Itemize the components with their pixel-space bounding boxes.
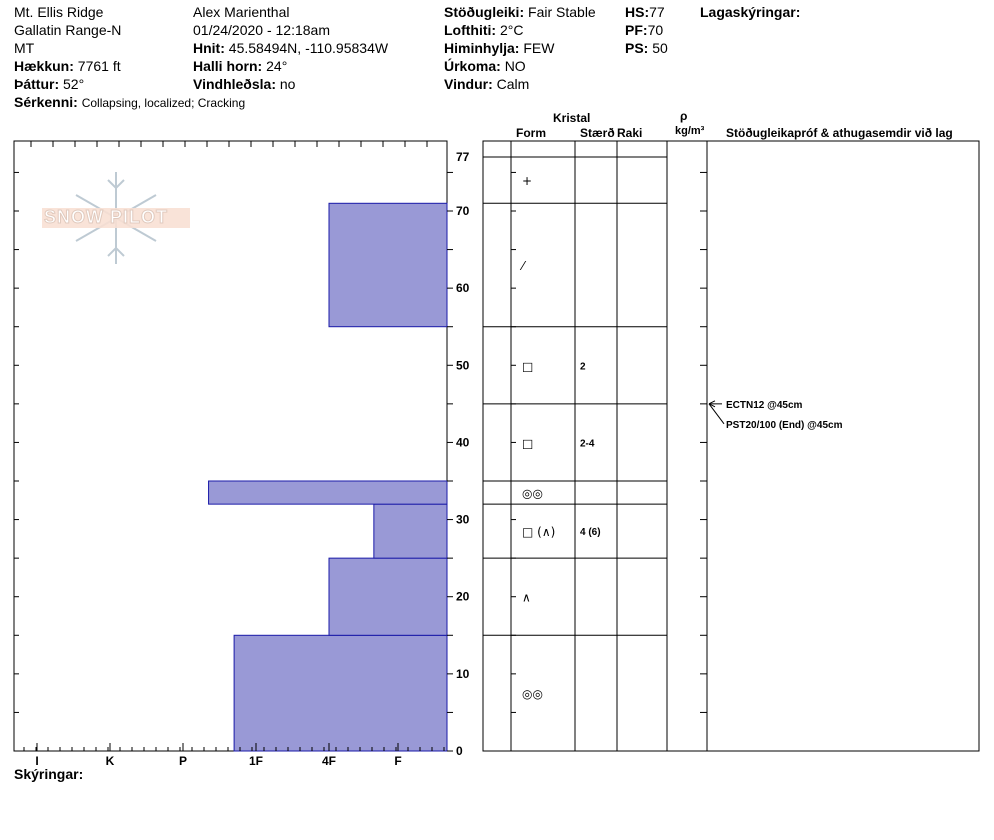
wind-label: Vindur: [444, 76, 493, 92]
y-tick-label: 20 [456, 589, 470, 604]
wind-value: Calm [496, 76, 530, 92]
aspect-value: 52° [63, 76, 85, 92]
ps-value: 50 [652, 40, 668, 56]
grain-form-symbol: ◎◎ [522, 687, 543, 702]
slope-label: Halli horn: [193, 58, 263, 74]
range-name: Gallatin Range-N [14, 22, 122, 38]
hardness-bar [329, 558, 447, 635]
stability-value: Fair Stable [528, 4, 596, 20]
air-temp-value: 2°C [499, 22, 524, 38]
grain-form-symbol: ∧ [522, 590, 531, 605]
grain-form-symbol: □ (∧) [522, 525, 556, 540]
y-tick-label: 40 [456, 435, 470, 450]
x-tick-label: 1F [248, 754, 264, 768]
state-name: MT [14, 40, 35, 56]
hardness-bar [209, 481, 447, 504]
grain-form-symbol: ◎◎ [522, 486, 543, 501]
grain-size-value: 2 [580, 361, 586, 373]
y-tick-label: 0 [456, 744, 463, 758]
observer-name: Alex Marienthal [193, 4, 290, 20]
stability-test-label: ECTN12 @45cm [726, 399, 803, 411]
test-leader-line [709, 404, 724, 424]
crystal-table-frame [483, 141, 979, 751]
grain-form-symbol: ⁄ [522, 259, 525, 273]
size-header: Stærð [580, 126, 615, 140]
features-label: Sérkenni: [14, 94, 78, 110]
sky-label: Himinhylja: [444, 40, 520, 56]
crystal-header: Kristal [553, 111, 591, 125]
pf-value: 70 [647, 22, 664, 38]
grain-form-symbol: □ [522, 359, 534, 374]
elevation-value: 7761 ft [77, 58, 121, 74]
legend-label: Lagaskýringar: [700, 4, 801, 20]
x-tick-label: I [35, 754, 39, 768]
grain-size-value: 2-4 [580, 438, 595, 450]
hs-label: HS: [625, 4, 650, 20]
precip-label: Úrkoma: [444, 58, 501, 74]
pf-label: PF: [625, 22, 648, 38]
tests-header: Stöðugleikapróf & athugasemdir við lag [726, 126, 953, 140]
features-value: Collapsing, localized; Cracking [81, 96, 246, 110]
x-tick-label: 4F [321, 754, 337, 768]
slope-value: 24° [266, 58, 288, 74]
moisture-header: Raki [617, 126, 643, 140]
y-tick-label: 70 [456, 204, 470, 218]
watermark-text: SNOW PILOT [44, 207, 168, 227]
x-tick-label: F [394, 754, 402, 768]
stability-label: Stöðugleiki: [444, 4, 525, 20]
coords-value: 45.58494N, -110.95834W [228, 40, 389, 56]
y-tick-label: 50 [456, 358, 470, 373]
observation-datetime: 01/24/2020 - 12:18am [193, 22, 330, 38]
grain-size-value: 4 (6) [580, 527, 601, 539]
aspect-label: Þáttur: [14, 76, 60, 92]
hardness-bar [329, 203, 447, 326]
rho-header: ρ [680, 109, 688, 123]
y-tick-label: 30 [456, 512, 470, 527]
air-temp-label: Lofthiti: [444, 22, 497, 38]
hardness-bar [374, 504, 447, 558]
elevation-label: Hækkun: [14, 58, 74, 74]
x-tick-label: K [105, 754, 115, 768]
grain-form-symbol: □ [522, 436, 534, 451]
hs-value: 77 [649, 4, 665, 20]
y-tick-label: 60 [456, 281, 470, 296]
density-unit-header: kg/m³ [675, 125, 705, 137]
y-tick-label: 10 [456, 666, 470, 681]
y-tick-label: 77 [456, 150, 470, 164]
grain-form-symbol: + [522, 174, 533, 189]
notes-label: Skýringar: [14, 766, 84, 782]
stability-test-label: PST20/100 (End) @45cm [726, 419, 843, 431]
x-tick-label: P [178, 754, 188, 768]
sky-value: FEW [523, 40, 555, 56]
hardness-bar [234, 635, 447, 751]
coords-label: Hnit: [193, 40, 225, 56]
form-header: Form [516, 126, 546, 140]
precip-value: NO [504, 58, 526, 74]
ps-label: PS: [625, 40, 649, 56]
location-name: Mt. Ellis Ridge [14, 4, 104, 20]
wind-loading-value: no [279, 76, 296, 92]
wind-loading-label: Vindhleðsla: [193, 76, 276, 92]
